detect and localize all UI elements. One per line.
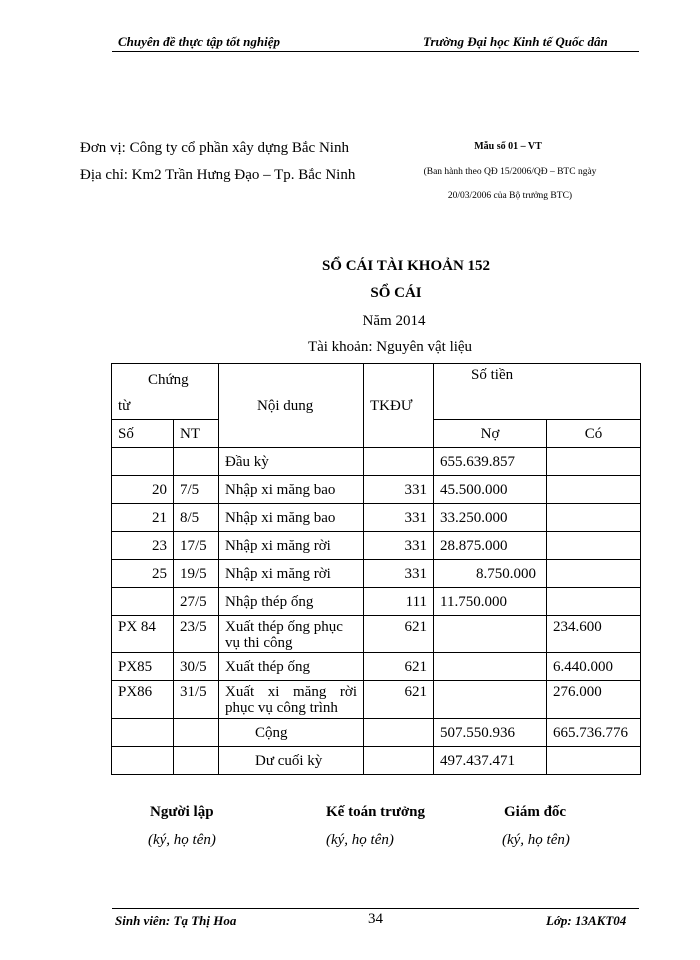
table-row [112, 504, 641, 532]
row-credit: 234.600 [547, 616, 641, 653]
table-row [112, 588, 641, 616]
row-content: Nhập xi măng rời [219, 560, 364, 588]
closing-row [112, 747, 641, 775]
closing-label: Dư cuối kỳ [219, 747, 364, 775]
row-content: Nhập thép ống [219, 588, 364, 616]
table-row [112, 532, 641, 560]
row-debit: 11.750.000 [434, 588, 547, 616]
row-debit [434, 616, 547, 653]
account-label: Tài khoản: Nguyên vật liệu [307, 339, 473, 355]
table-row [112, 560, 641, 588]
row-tk: 621 [364, 616, 434, 653]
debit-header: Nợ [434, 420, 547, 448]
row-nt: 19/5 [174, 560, 219, 588]
row-so: 20 [112, 476, 174, 504]
row-tk: 111 [364, 588, 434, 616]
ledger-title: SỔ CÁI TÀI KHOẢN 152 [321, 258, 491, 274]
form-code: Mẫu số 01 – VT [474, 141, 542, 152]
footer-page-number: 34 [368, 911, 383, 927]
table-row [112, 653, 641, 681]
row-nt: 30/5 [174, 653, 219, 681]
form-note-line1: (Ban hành theo QĐ 15/2006/QĐ – BTC ngày [423, 167, 597, 177]
voucher-header-bottom: từ [118, 398, 131, 414]
signature-preparer-note: (ký, họ tên) [148, 832, 216, 848]
form-note-line2: 20/03/2006 của Bộ trưởng BTC) [447, 191, 573, 201]
total-label: Cộng [219, 719, 364, 747]
row-content: Nhập xi măng bao [219, 504, 364, 532]
content-header: Nội dung [219, 364, 364, 448]
footer-class: Lớp: 13AKT04 [546, 913, 627, 928]
ledger-table [111, 363, 641, 775]
row-so: PX85 [112, 653, 174, 681]
row-credit [547, 504, 641, 532]
row-so: PX86 [112, 681, 174, 719]
total-debit: 507.550.936 [434, 719, 547, 747]
voucher-header-top: Chứng [148, 372, 189, 388]
row-so: 25 [112, 560, 174, 588]
row-credit [547, 532, 641, 560]
row-tk: 331 [364, 532, 434, 560]
row-nt: 23/5 [174, 616, 219, 653]
signature-director-title: Giám đốc [504, 804, 567, 820]
book-title: SỔ CÁI [370, 285, 422, 301]
voucher-header [112, 364, 219, 420]
row-tk: 331 [364, 476, 434, 504]
row-content: Xuất xi măng rời phục vụ công trình [219, 681, 364, 719]
nt-header: NT [174, 420, 219, 448]
row-nt: 27/5 [174, 588, 219, 616]
row-debit [434, 653, 547, 681]
row-nt: 8/5 [174, 504, 219, 532]
row-so: 23 [112, 532, 174, 560]
header-left: Chuyên đề thực tập tốt nghiệp [118, 34, 280, 49]
company-unit: Đơn vị: Công ty cổ phần xây dựng Bắc Ninh [80, 140, 349, 156]
amount-header: Số tiền [434, 364, 641, 420]
table-header-row [112, 364, 641, 420]
row-content: Xuất thép ống [219, 653, 364, 681]
signature-accountant-note: (ký, họ tên) [326, 832, 394, 848]
row-debit [434, 681, 547, 719]
table-row [112, 616, 641, 653]
header-rule [112, 51, 639, 52]
opening-debit: 655.639.857 [434, 448, 547, 476]
row-so: PX 84 [112, 616, 174, 653]
row-so: 21 [112, 504, 174, 532]
closing-debit: 497.437.471 [434, 747, 547, 775]
row-nt: 31/5 [174, 681, 219, 719]
table-row [112, 681, 641, 719]
row-debit: 28.875.000 [434, 532, 547, 560]
row-credit: 276.000 [547, 681, 641, 719]
row-tk: 621 [364, 681, 434, 719]
row-tk: 331 [364, 560, 434, 588]
company-address: Địa chỉ: Km2 Trần Hưng Đạo – Tp. Bắc Ninh [80, 167, 356, 183]
row-debit: 8.750.000 [434, 560, 547, 588]
row-tk: 331 [364, 504, 434, 532]
row-content: Xuất thép ống phục vụ thi công [219, 616, 364, 653]
total-credit: 665.736.776 [547, 719, 641, 747]
row-credit [547, 588, 641, 616]
signature-director-note: (ký, họ tên) [502, 832, 570, 848]
credit-header: Có [547, 420, 641, 448]
row-content: Nhập xi măng rời [219, 532, 364, 560]
row-so [112, 588, 174, 616]
row-tk: 621 [364, 653, 434, 681]
header-right: Trường Đại học Kinh tế Quốc dân [423, 34, 608, 49]
row-debit: 33.250.000 [434, 504, 547, 532]
opening-label: Đầu kỳ [219, 448, 364, 476]
row-credit [547, 476, 641, 504]
row-debit: 45.500.000 [434, 476, 547, 504]
total-row [112, 719, 641, 747]
row-content: Nhập xi măng bao [219, 476, 364, 504]
signature-preparer-title: Người lập [150, 804, 214, 820]
year-label: Năm 2014 [362, 313, 426, 329]
so-header: Số [112, 420, 174, 448]
row-nt: 7/5 [174, 476, 219, 504]
table-row [112, 476, 641, 504]
footer-rule [112, 908, 639, 909]
contra-header: TKĐƯ [364, 364, 434, 448]
row-credit: 6.440.000 [547, 653, 641, 681]
signature-accountant-title: Kế toán trưởng [326, 804, 425, 820]
row-credit [547, 560, 641, 588]
footer-student: Sinh viên: Tạ Thị Hoa [115, 913, 237, 928]
opening-row [112, 448, 641, 476]
row-nt: 17/5 [174, 532, 219, 560]
